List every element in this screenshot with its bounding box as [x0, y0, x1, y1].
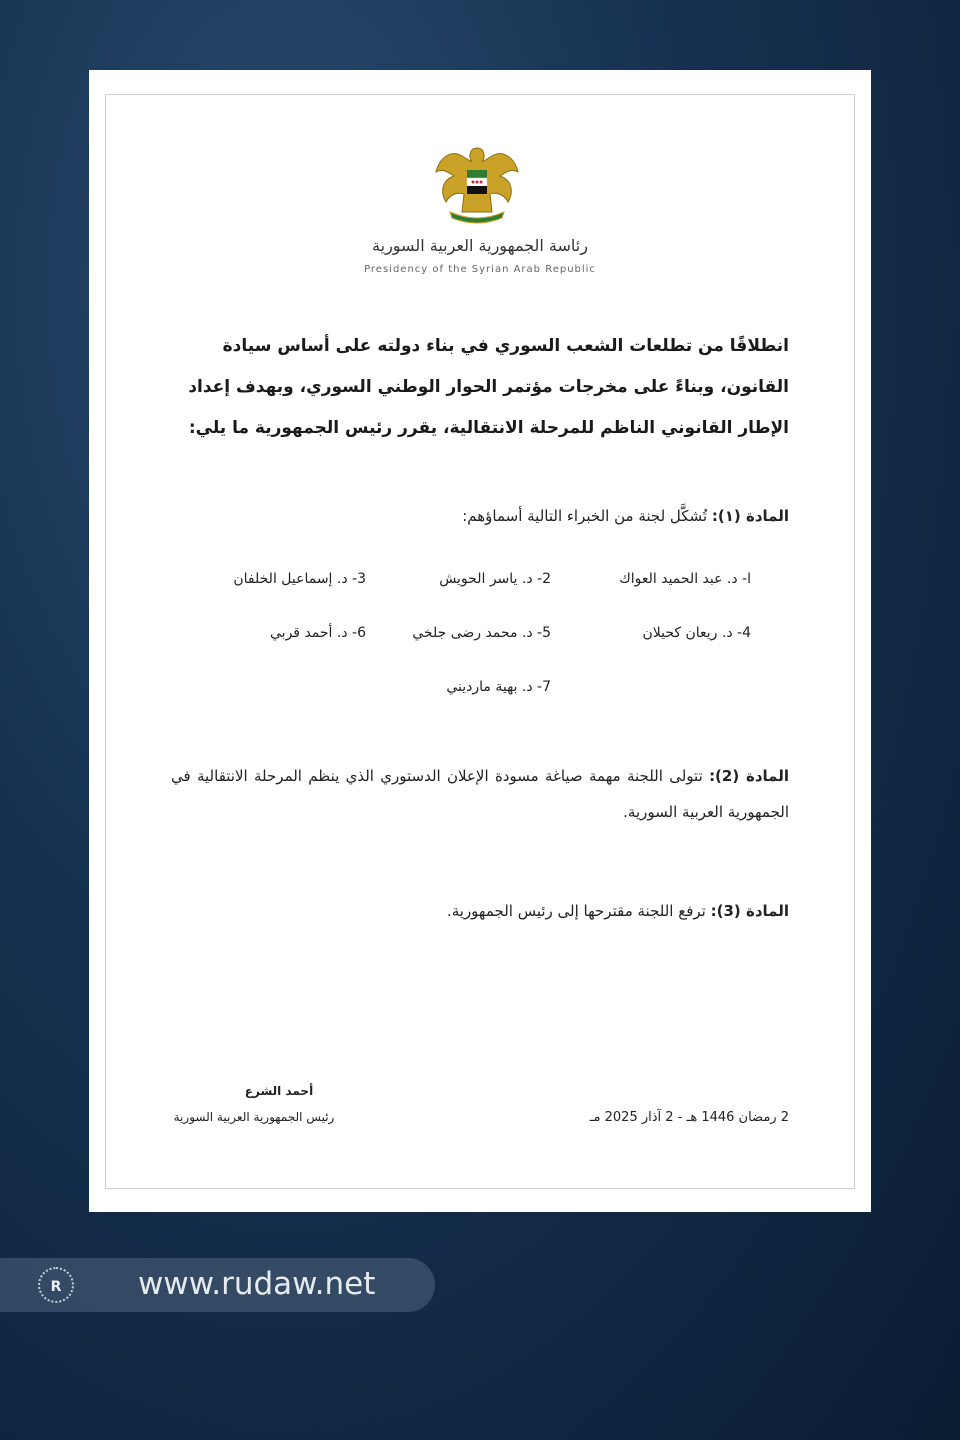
preamble-line: انطلاقًا من تطلعات الشعب السوري في بناء دولته على أساس سيادة [222, 336, 789, 356]
watermark-url: www.rudaw.net [138, 1266, 376, 1302]
article-label: المادة (3): [710, 902, 789, 920]
article-text: تتولى اللجنة مهمة صياغة مسودة الإعلان الدستوري الذي ينظم المرحلة الانتقالية في الجمهورية العربية السورية. [171, 767, 789, 821]
member-1: ا- د. عبد الحميد العواك [619, 571, 751, 587]
member-2: 2- د. ياسر الحويش [439, 571, 551, 587]
organization-name-arabic: رئاسة الجمهورية العربية السورية [372, 236, 588, 255]
article-2 [171, 758, 789, 830]
decree-date: 2 رمضان 1446 هـ - 2 آذار 2025 مـ [589, 1110, 789, 1125]
article-text: تُشكَّل لجنة من الخبراء التالية أسماؤهم: [462, 507, 708, 525]
article-1 [171, 498, 789, 534]
rudaw-watermark-bar [0, 1258, 435, 1312]
preamble [171, 326, 789, 449]
article-3 [171, 893, 789, 929]
member-7: 7- د. بهية مارديني [446, 679, 551, 695]
preamble-line: القانون، وبناءً على مخرجات مؤتمر الحوار الوطني السوري، وبهدف إعداد [188, 377, 789, 397]
member-3: 3- د. إسماعيل الخلفان [233, 571, 366, 587]
signatory-title: رئيس الجمهورية العربية السورية [173, 1110, 335, 1124]
member-4: 4- د. ريعان كحيلان [642, 625, 751, 641]
decree-document [89, 70, 871, 1212]
eagle-emblem-icon [432, 142, 522, 226]
member-6: 6- د. أحمد قربي [270, 625, 366, 641]
organization-name-english: Presidency of the Syrian Arab Republic [364, 264, 596, 275]
article-label: المادة (2): [709, 767, 789, 785]
rudaw-logo-icon: R [38, 1267, 74, 1303]
article-text: ترفع اللجنة مقترحها إلى رئيس الجمهورية. [446, 902, 706, 920]
document-border [105, 94, 855, 1189]
member-5: 5- د. محمد رضى جلخي [412, 625, 551, 641]
article-label: المادة (١): [711, 507, 789, 525]
preamble-line: الإطار القانوني الناظم للمرحلة الانتقالية، يقرر رئيس الجمهورية ما يلي: [188, 418, 789, 438]
signatory-name: أحمد الشرع [244, 1084, 314, 1098]
